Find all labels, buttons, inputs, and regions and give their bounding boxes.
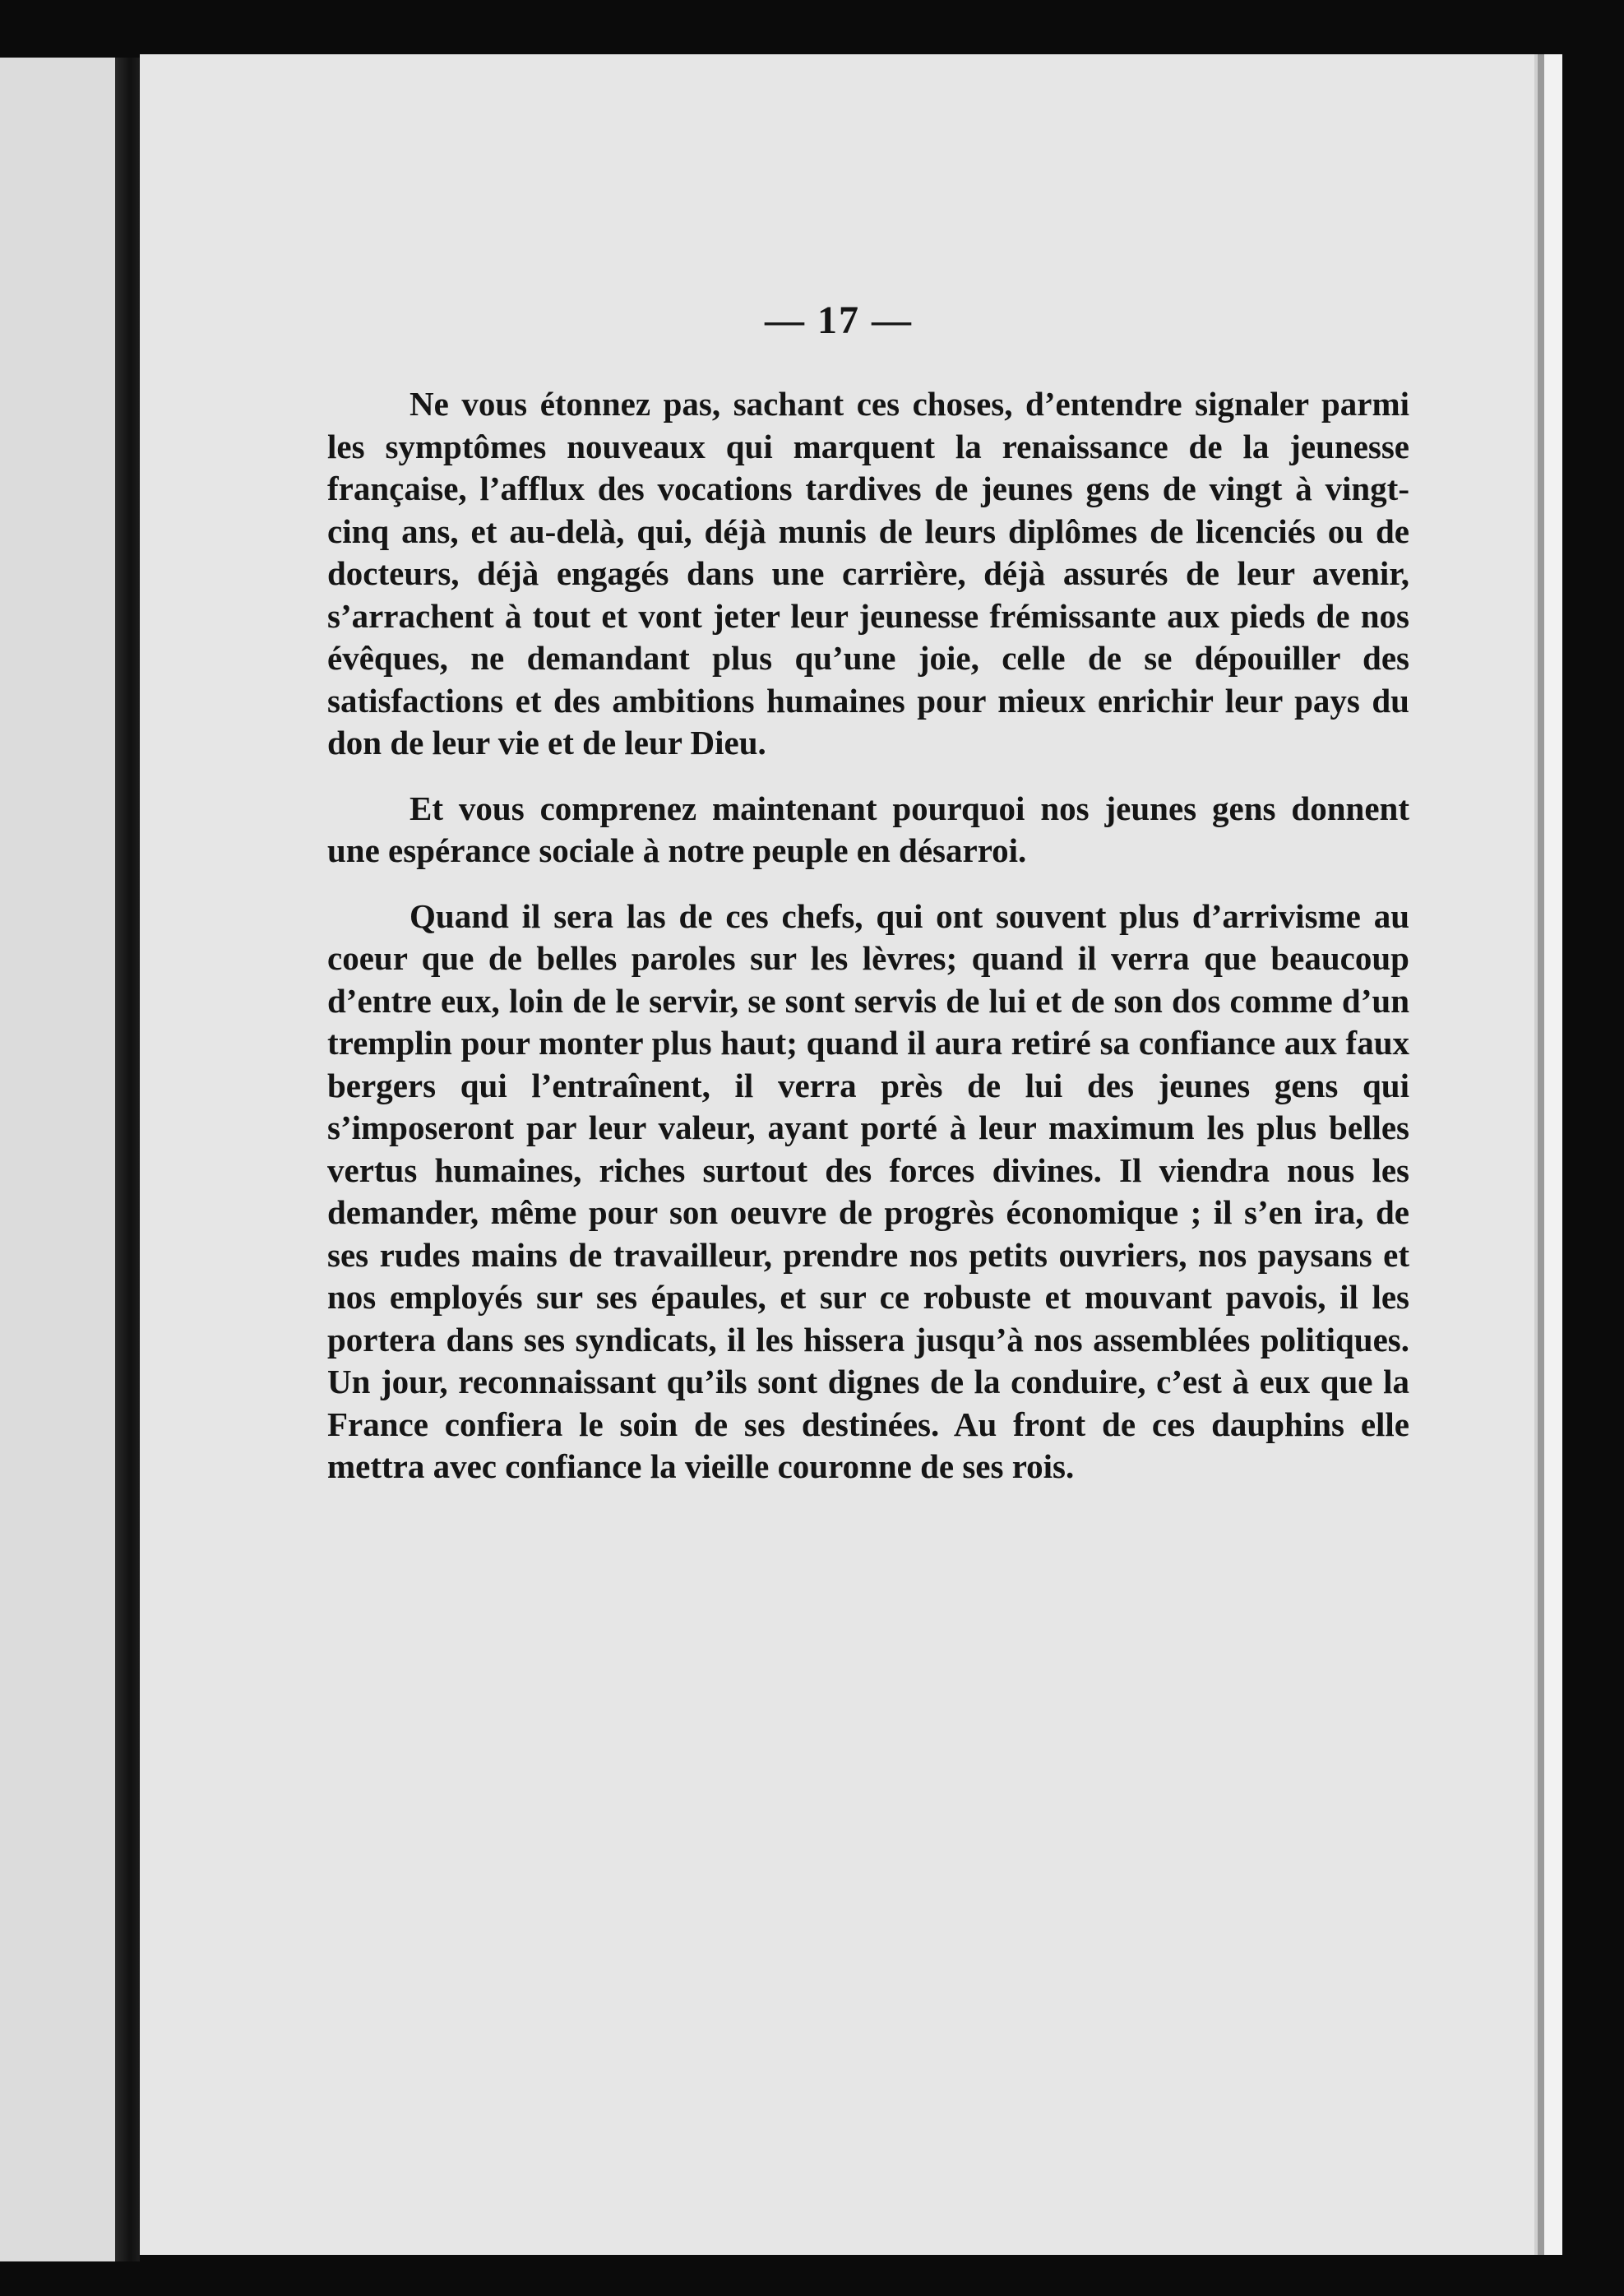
paragraph: Quand il sera las de ces chefs, qui ont souvent plus d’arrivisme au coeur que de belles paroles sur les lèvres; quand il verra que beaucoup d’entre eux, loin de le servir, se sont servis de lui et de son dos comme d’un tremplin pour monter plus haut; quand il aura retiré sa confiance aux faux bergers qui l’entraînent, il verra près de lui des jeunes gens qui s’imposeront par leur valeur, ayant porté à leur maximum les plus belles vertus humaines, riches surtout des forces divines. Il viendra nous les demander, même pour son oeuvre de progrès économique ; il s’en ira, de ses rudes mains de travailleur, prendre nos petits ouvriers, nos paysans et nos employés sur ses épaules, et sur ce robuste et mouvant pavois, il les portera dans ses syndicats, il les hissera jusqu’à nos assemblées politiques. Un jour, reconnaissant qu’ils sont dignes de la conduire, c’est à eux que la France confiera le soin de ses destinées. Au front de ces dauphins elle mettra avec confiance la vieille couronne de ses rois. (327, 896, 1409, 1485)
page-stack-edge (1544, 54, 1562, 2255)
page-number: — 17 — (765, 299, 913, 342)
facing-page-edge (0, 58, 115, 2261)
body-text (327, 383, 1409, 1511)
paragraph: Ne vous étonnez pas, sachant ces choses, d’entendre signaler parmi les symptômes nouveaux qui marquent la renaissance de la jeunesse française, l’afflux des vocations tardives de jeunes gens de vingt à vingt-cinq ans, et au-delà, qui, déjà munis de leurs diplômes de licenciés ou de docteurs, déjà engagés dans une carrière, déjà assurés de leur avenir, s’arrachent à tout et vont jeter leur jeunesse frémissante aux pieds de nos évêques, ne demandant plus qu’une joie, celle de se dépouiller des satisfactions et des ambitions humaines pour mieux enrichir leur pays du don de leur vie et de leur Dieu. (327, 385, 1409, 761)
book-page (140, 54, 1538, 2255)
paragraph: Et vous comprenez maintenant pourquoi nos jeunes gens donnent une espérance sociale à notre peuple en désarroi. (327, 789, 1409, 869)
page-edge-shadow (1538, 54, 1544, 2255)
book-gutter (115, 58, 140, 2261)
